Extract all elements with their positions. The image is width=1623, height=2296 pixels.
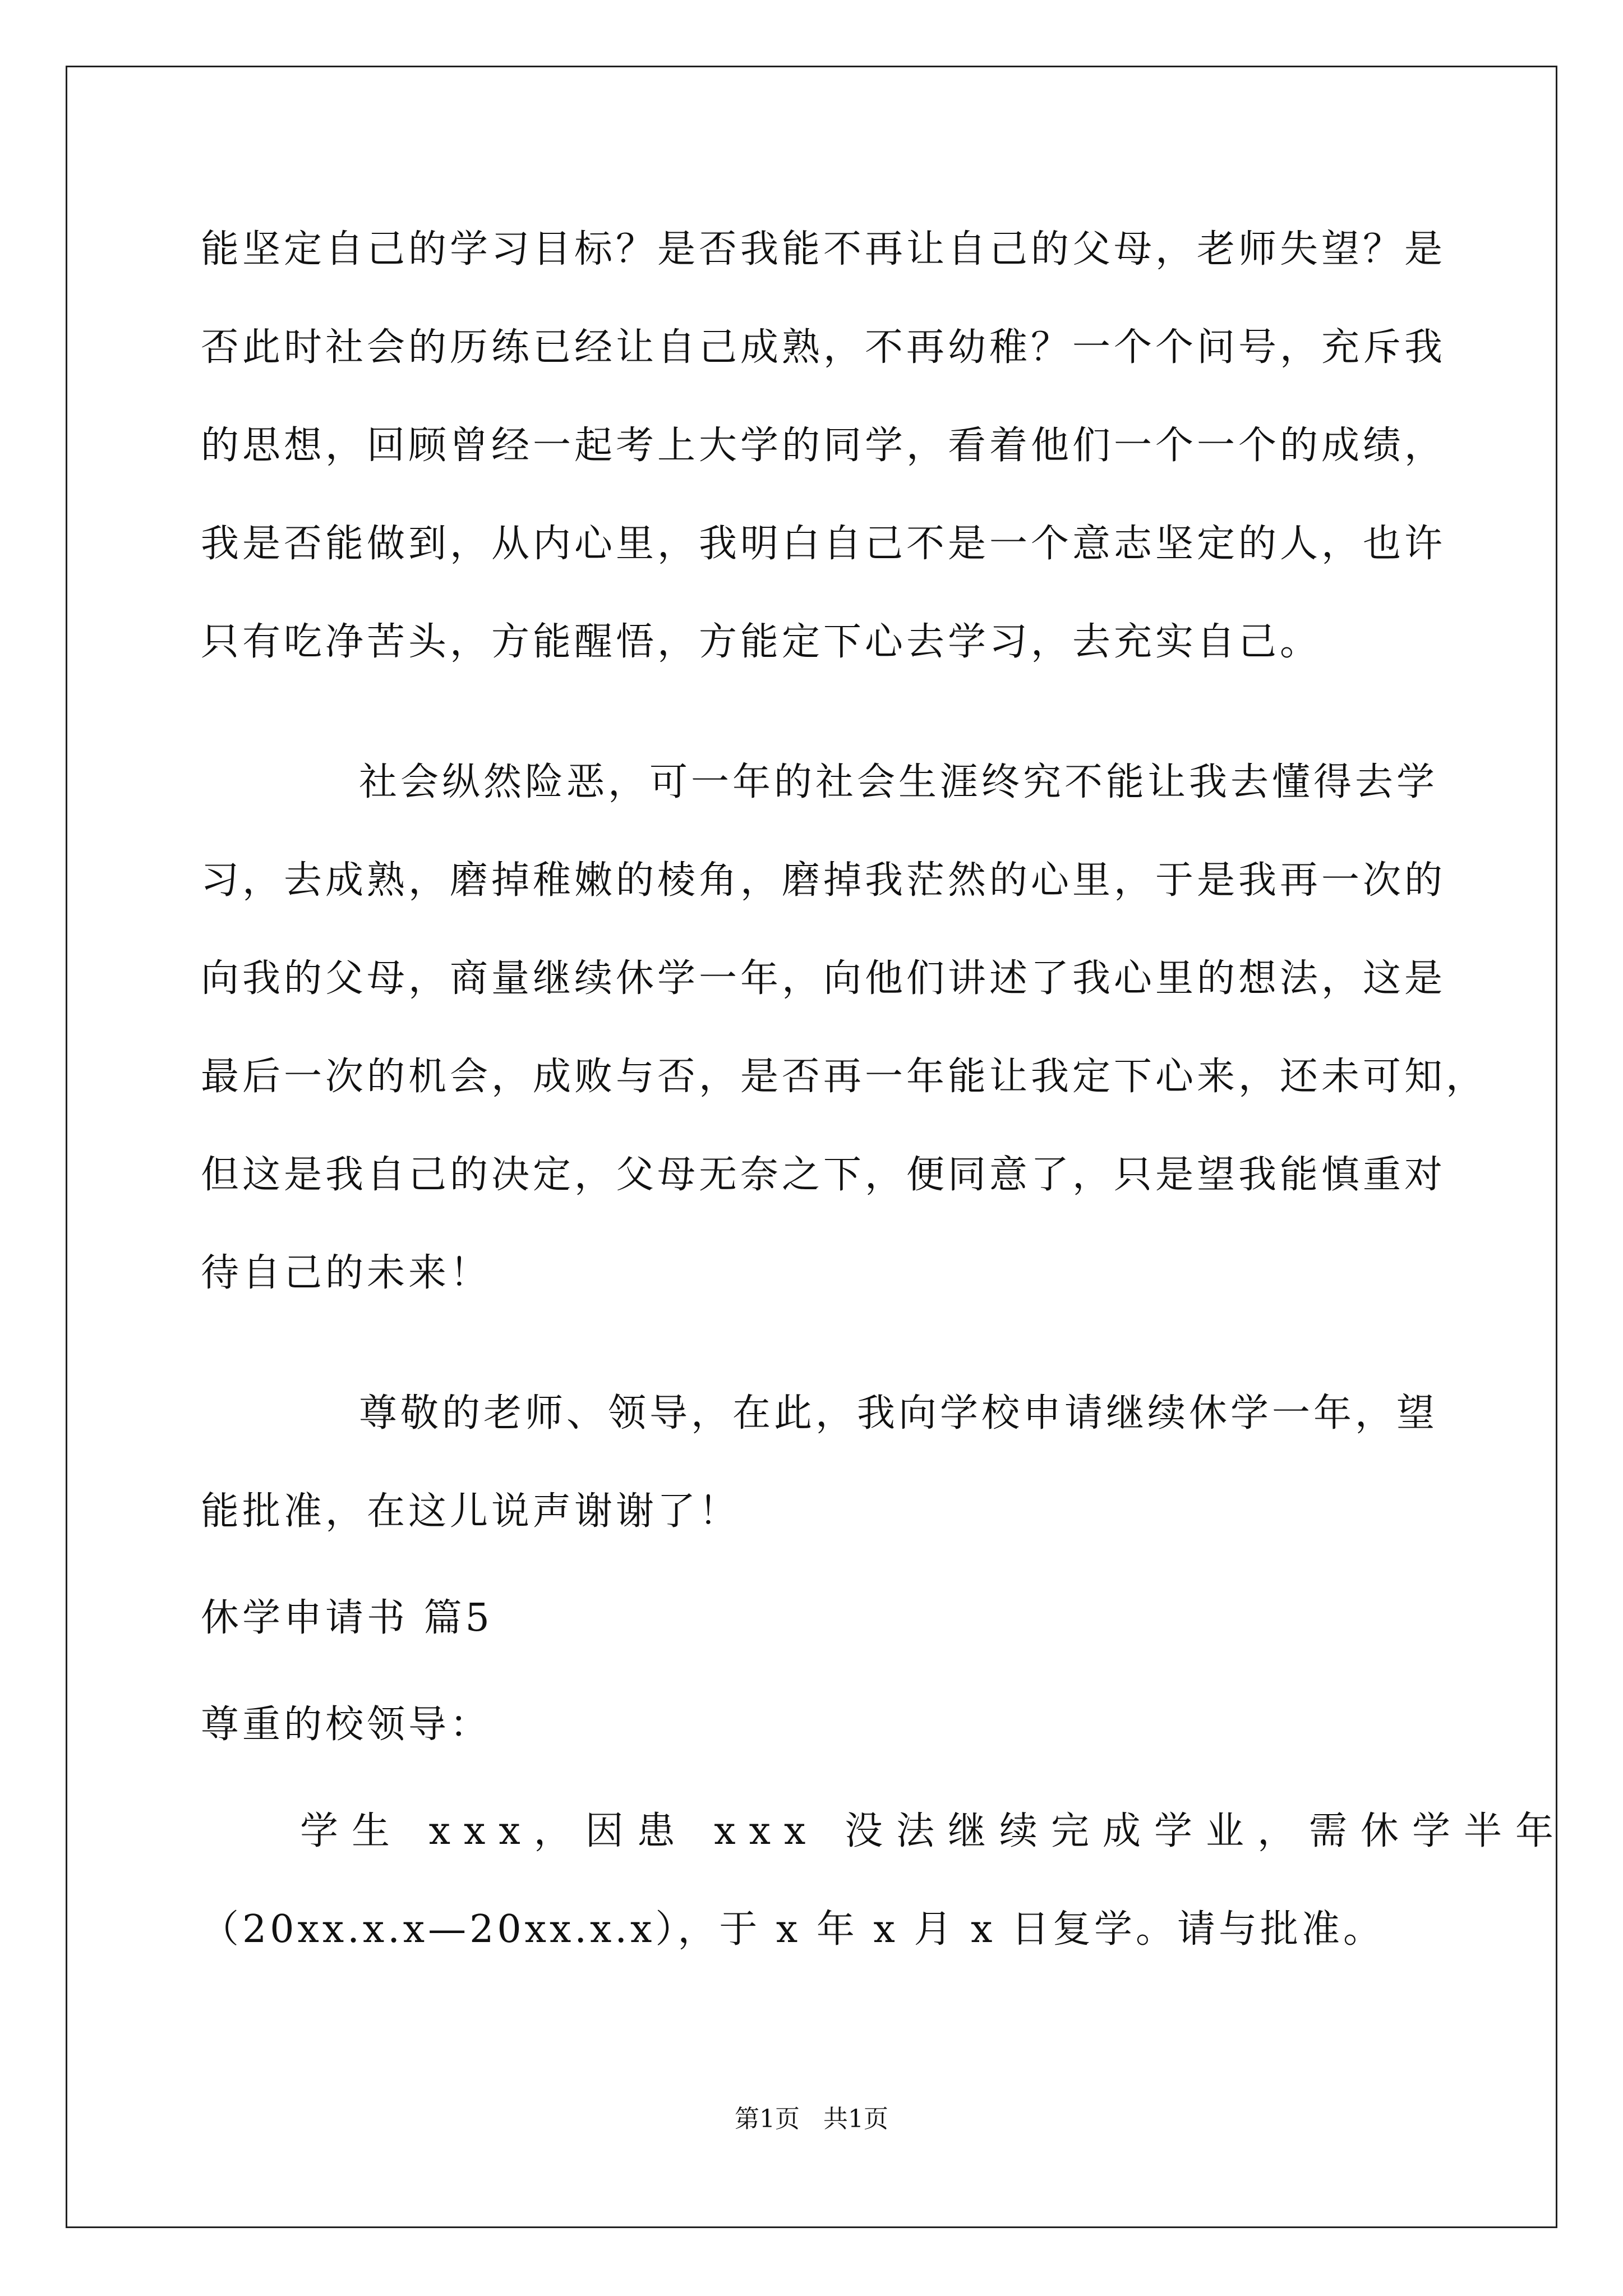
text-line: 待自己的未来！ <box>201 1251 492 1295</box>
text-line: 我是否能做到，从内心里，我明白自己不是一个意志坚定的人，也许 <box>201 522 1446 566</box>
text-line: 向我的父母，商量继续休学一年，向他们讲述了我心里的想法，这是 <box>201 956 1446 1001</box>
text-line: 习，去成熟，磨掉稚嫩的棱角，磨掉我茫然的心里，于是我再一次的 <box>201 858 1446 903</box>
text-line: 的思想，回顾曾经一起考上大学的同学，看着他们一个一个的成绩， <box>201 424 1446 468</box>
text-line: 只有吃净苦头，方能醒悟，方能定下心去学习，去充实自己。 <box>201 620 1322 664</box>
page-border <box>66 66 1557 2228</box>
text-line: 但这是我自己的决定，父母无奈之下，便同意了，只是望我能慎重对 <box>201 1153 1446 1197</box>
text-line: 尊敬的老师、领导，在此，我向学校申请继续休学一年，望 <box>359 1391 1438 1435</box>
section-title: 休学申请书 篇5 <box>201 1596 493 1640</box>
text-line: 能坚定自己的学习目标？是否我能不再让自己的父母，老师失望？是 <box>201 227 1446 272</box>
text-line: 否此时社会的历练已经让自己成熟，不再幼稚？一个个问号，充斥我 <box>201 325 1446 370</box>
text-line: 学生 xxx，因患 xxx 没法继续完成学业，需休学半年 <box>300 1809 1567 1853</box>
text-line: 能批准，在这儿说声谢谢了！ <box>201 1489 741 1534</box>
text-line: 社会纵然险恶，可一年的社会生涯终究不能让我去懂得去学 <box>359 760 1438 804</box>
page-footer: 第1页 共1页 <box>735 2105 888 2133</box>
salutation: 尊重的校领导： <box>201 1703 492 1747</box>
text-line: 最后一次的机会，成败与否，是否再一年能让我定下心来，还未可知， <box>201 1055 1488 1099</box>
text-line: （20xx.x.x—20xx.x.x），于 x 年 x 月 x 日复学。请与批准。 <box>201 1907 1385 1952</box>
